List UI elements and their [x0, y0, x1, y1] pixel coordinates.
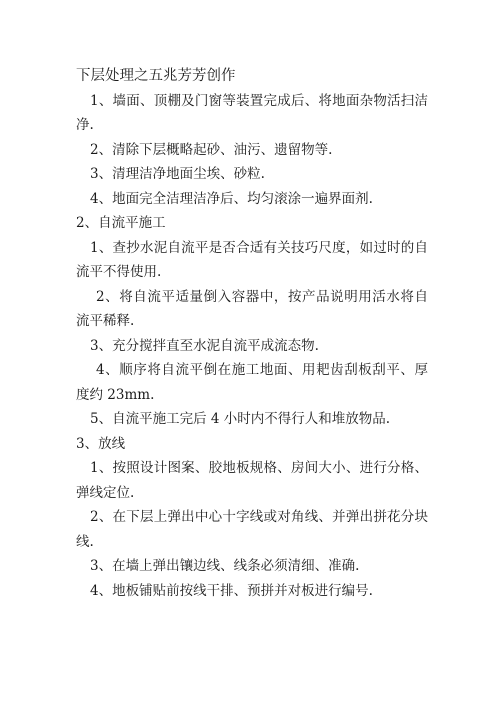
list-item: 4、地板铺贴前按线干排、预拼并对板进行编号.	[90, 582, 373, 599]
list-item: 3、清理洁净地面尘埃、砂粒.	[90, 166, 265, 182]
list-item: 5、自流平施工完后 4 小时内不得行人和堆放物品.	[90, 411, 391, 427]
section-heading: 2、自流平施工	[76, 215, 166, 231]
list-item: 1、墙面、顶棚及门窗等装置完成后、将地面杂物活扫洁净.	[76, 92, 428, 133]
list-item: 4、地面完全洁理洁净后、均匀滚涂一遍界面剂.	[90, 190, 373, 207]
list-item: 1、按照设计图案、胶地板规格、房间大小、进行分格、弹线定位.	[76, 460, 428, 501]
list-item: 3、充分搅拌直至水泥自流平成流态物.	[90, 337, 319, 354]
list-item: 1、查抄水泥自流平是否合适有关技巧尺度，如过时的自流平不得使用.	[76, 239, 428, 280]
document-body	[76, 64, 428, 603]
list-item: 2、将自流平适量倒入容器中，按产品说明用活水将自流平稀释.	[76, 288, 428, 329]
list-item: 2、在下层上弹出中心十字线或对角线、并弹出拼花分块线.	[76, 509, 428, 550]
list-item: 2、清除下层概略起砂、油污、遗留物等.	[90, 141, 333, 158]
document-title: 下层处理之五兆芳芳创作	[76, 68, 236, 84]
list-item: 3、在墙上弹出镶边线、线条必须清细、准确.	[90, 558, 360, 574]
section-heading: 3、放线	[76, 435, 126, 452]
list-item: 4、顺序将自流平倒在施工地面、用耙齿刮板刮平、厚度约 23mm.	[76, 362, 428, 403]
